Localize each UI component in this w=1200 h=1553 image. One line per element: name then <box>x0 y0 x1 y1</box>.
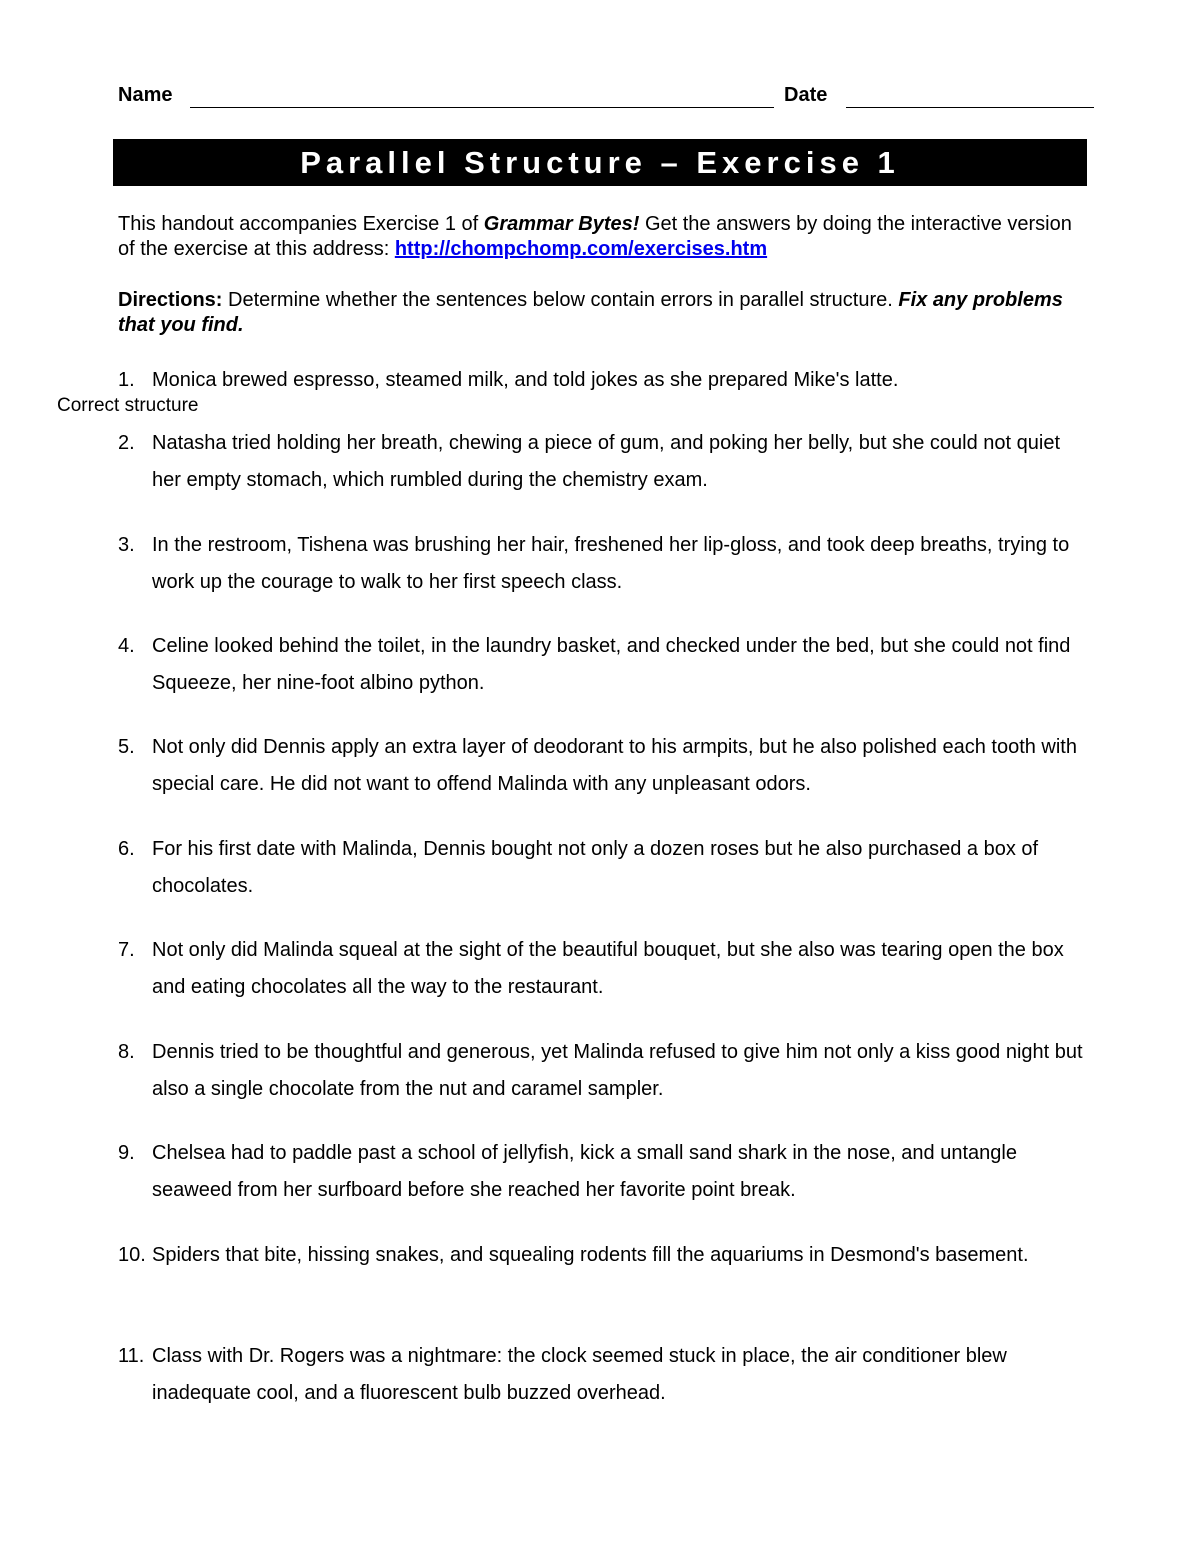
header-row <box>118 84 1094 114</box>
list-item <box>118 362 1093 399</box>
source-name: Grammar Bytes! <box>483 213 640 235</box>
date-field[interactable] <box>846 107 1094 108</box>
item-text: Dennis tried to be thoughtful and generous, yet Malinda refused to give him not only a kiss good night but also a single chocolate from the nut and caramel sampler. <box>152 1041 1083 1100</box>
directions-emphasis: Fix any problems that you find. <box>118 289 1063 336</box>
item-text: Spiders that bite, hissing snakes, and squealing rodents fill the aquariums in Desmond's basement. <box>152 1244 1029 1266</box>
item-text: Class with Dr. Rogers was a nightmare: the clock seemed stuck in place, the air conditioner blew inadequate cool, and a fluorescent bulb buzzed overhead. <box>152 1345 1007 1404</box>
list-item <box>118 628 1093 702</box>
item-number: 3. <box>118 534 135 556</box>
date-label: Date <box>784 84 828 106</box>
list-item <box>118 1135 1093 1209</box>
list-item <box>118 831 1093 905</box>
directions-label: Directions: <box>118 289 223 311</box>
item-number: 6. <box>118 838 135 860</box>
item-number: 9. <box>118 1142 135 1164</box>
list-item <box>118 425 1093 499</box>
list-item <box>118 1034 1093 1108</box>
name-label: Name <box>118 84 173 106</box>
page-title: Parallel Structure – Exercise 1 <box>113 139 1087 186</box>
item-number: 8. <box>118 1041 135 1063</box>
intro-paragraph <box>118 212 1093 262</box>
item-text: Monica brewed espresso, steamed milk, and told jokes as she prepared Mike's latte. <box>152 369 899 391</box>
item-text: Chelsea had to paddle past a school of jellyfish, kick a small sand shark in the nose, and untangle seaweed from her surfboard before she reached her favorite point break. <box>152 1142 1017 1201</box>
item-number: 7. <box>118 939 135 961</box>
item-text: Not only did Malinda squeal at the sight of the beautiful bouquet, but she also was tearing open the box and eating chocolates all the way to the restaurant. <box>152 939 1064 998</box>
item-number: 4. <box>118 635 135 657</box>
item-number: 2. <box>118 432 135 454</box>
item-number: 5. <box>118 736 135 758</box>
annotation-note: Correct structure <box>57 395 199 416</box>
item-number: 11. <box>118 1345 145 1367</box>
item-text: Celine looked behind the toilet, in the laundry basket, and checked under the bed, but she could not find Squeeze, her nine-foot albino python. <box>152 635 1071 694</box>
list-item <box>118 1237 1093 1274</box>
list-item <box>118 1338 1093 1412</box>
item-text: In the restroom, Tishena was brushing her hair, freshened her lip-gloss, and took deep breaths, trying to work up the courage to walk to her first speech class. <box>152 534 1070 593</box>
list-item <box>118 527 1093 601</box>
directions-paragraph <box>118 288 1093 338</box>
item-number: 1. <box>118 369 135 391</box>
name-field[interactable] <box>190 107 774 108</box>
item-text: Natasha tried holding her breath, chewing a piece of gum, and poking her belly, but she could not quiet her empty stomach, which rumbled during the chemistry exam. <box>152 432 1060 491</box>
list-item <box>118 729 1093 803</box>
item-text: Not only did Dennis apply an extra layer of deodorant to his armpits, but he also polished each tooth with special care. He did not want to offend Malinda with any unpleasant odors. <box>152 736 1077 795</box>
directions-text: Determine whether the sentences below contain errors in parallel structure. <box>222 289 899 311</box>
item-text: For his first date with Malinda, Dennis bought not only a dozen roses but he also purchased a box of chocolates. <box>152 838 1039 897</box>
intro-text-after: Get the answers by doing the interactive version of the exercise at this address: <box>118 213 1072 260</box>
list-item <box>118 932 1093 1006</box>
exercises-link[interactable]: http://chompchomp.com/exercises.htm <box>394 238 768 260</box>
intro-text-before: This handout accompanies Exercise 1 of <box>118 213 484 235</box>
item-number: 10. <box>118 1244 146 1266</box>
